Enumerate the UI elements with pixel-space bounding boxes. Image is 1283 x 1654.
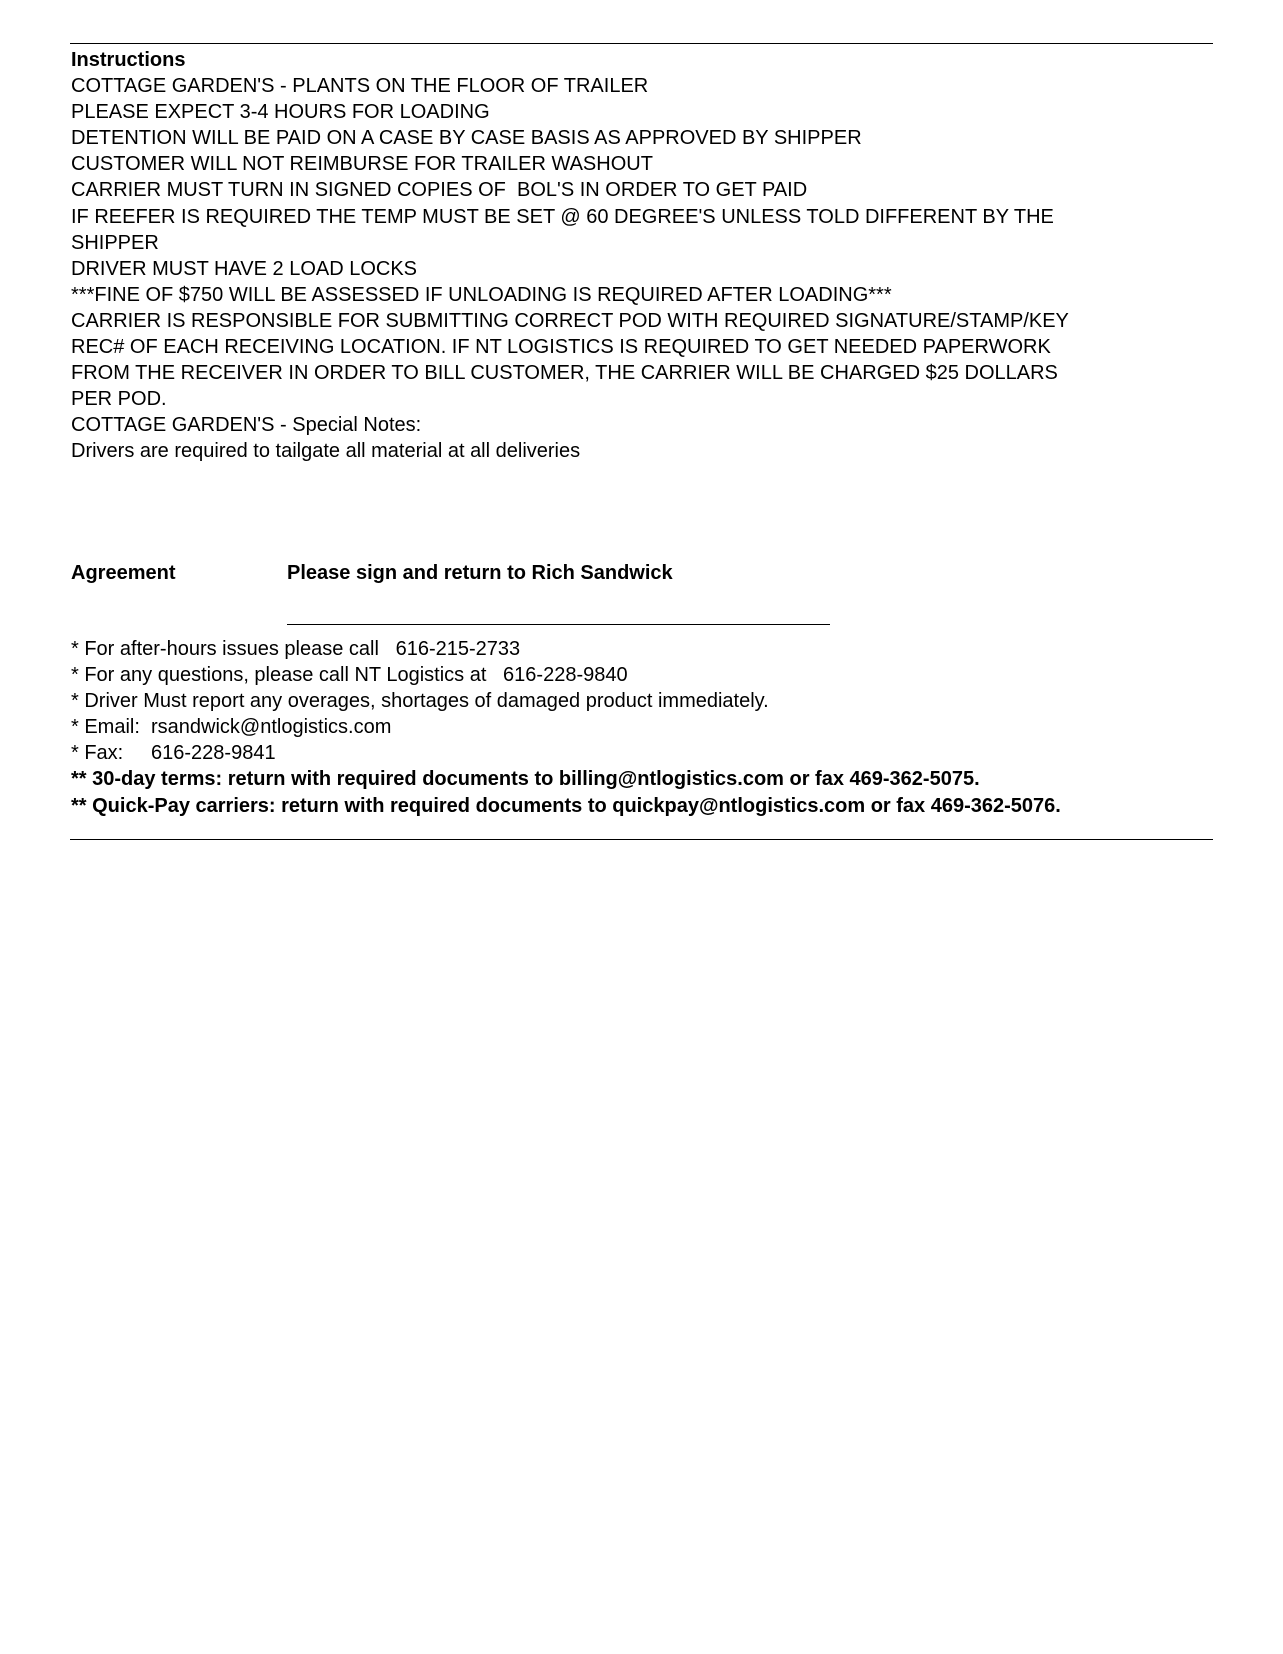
bottom-divider — [70, 839, 1213, 840]
instruction-line: PLEASE EXPECT 3-4 HOURS FOR LOADING — [71, 101, 490, 124]
contact-fax: * Fax: 616-228-9841 — [71, 742, 276, 765]
quick-pay-terms: ** Quick-Pay carriers: return with required documents to quickpay@ntlogistics.com or fax 469-362-5076. — [71, 794, 1061, 817]
instruction-line: DETENTION WILL BE PAID ON A CASE BY CASE BASIS AS APPROVED BY SHIPPER — [71, 127, 862, 150]
driver-report-note: * Driver Must report any overages, shortages of damaged product immediately. — [71, 690, 769, 713]
instructions-heading: Instructions — [71, 49, 186, 71]
instruction-line: CUSTOMER WILL NOT REIMBURSE FOR TRAILER WASHOUT — [71, 153, 653, 176]
instruction-line: PER POD. — [71, 388, 167, 411]
instruction-line: IF REEFER IS REQUIRED THE TEMP MUST BE SET @ 60 DEGREE'S UNLESS TOLD DIFFERENT BY THE — [71, 205, 1054, 228]
instruction-line: CARRIER MUST TURN IN SIGNED COPIES OF BOL'S IN ORDER TO GET PAID — [71, 179, 808, 202]
instruction-line: ***FINE OF $750 WILL BE ASSESSED IF UNLOADING IS REQUIRED AFTER LOADING*** — [71, 283, 892, 306]
special-notes-heading: COTTAGE GARDEN'S - Special Notes: — [71, 414, 422, 437]
instructions-section — [71, 47, 1191, 465]
agreement-instruction: Please sign and return to Rich Sandwick — [287, 562, 673, 584]
agreement-label: Agreement — [71, 562, 176, 584]
special-note: Drivers are required to tailgate all material at all deliveries — [71, 440, 581, 463]
contact-email: * Email: rsandwick@ntlogistics.com — [71, 716, 392, 739]
after-hours-phone: * For after-hours issues please call 616-215-2733 — [71, 638, 521, 660]
instruction-line: FROM THE RECEIVER IN ORDER TO BILL CUSTOMER, THE CARRIER WILL BE CHARGED $25 DOLLARS — [71, 362, 1058, 385]
terms-30-day: ** 30-day terms: return with required documents to billing@ntlogistics.com or fax 469-362-5075. — [71, 768, 980, 791]
instruction-line: SHIPPER — [71, 231, 159, 254]
instruction-line: DRIVER MUST HAVE 2 LOAD LOCKS — [71, 257, 418, 280]
instruction-line: REC# OF EACH RECEIVING LOCATION. IF NT LOGISTICS IS REQUIRED TO GET NEEDED PAPERWORK — [71, 336, 1051, 359]
contact-section — [71, 636, 1211, 819]
top-divider — [70, 43, 1213, 44]
instruction-line: COTTAGE GARDEN'S - PLANTS ON THE FLOOR OF TRAILER — [71, 75, 649, 98]
instruction-line: CARRIER IS RESPONSIBLE FOR SUBMITTING CORRECT POD WITH REQUIRED SIGNATURE/STAMP/KEY — [71, 309, 1069, 332]
questions-phone: * For any questions, please call NT Logistics at 616-228-9840 — [71, 664, 628, 687]
signature-line — [287, 624, 830, 625]
